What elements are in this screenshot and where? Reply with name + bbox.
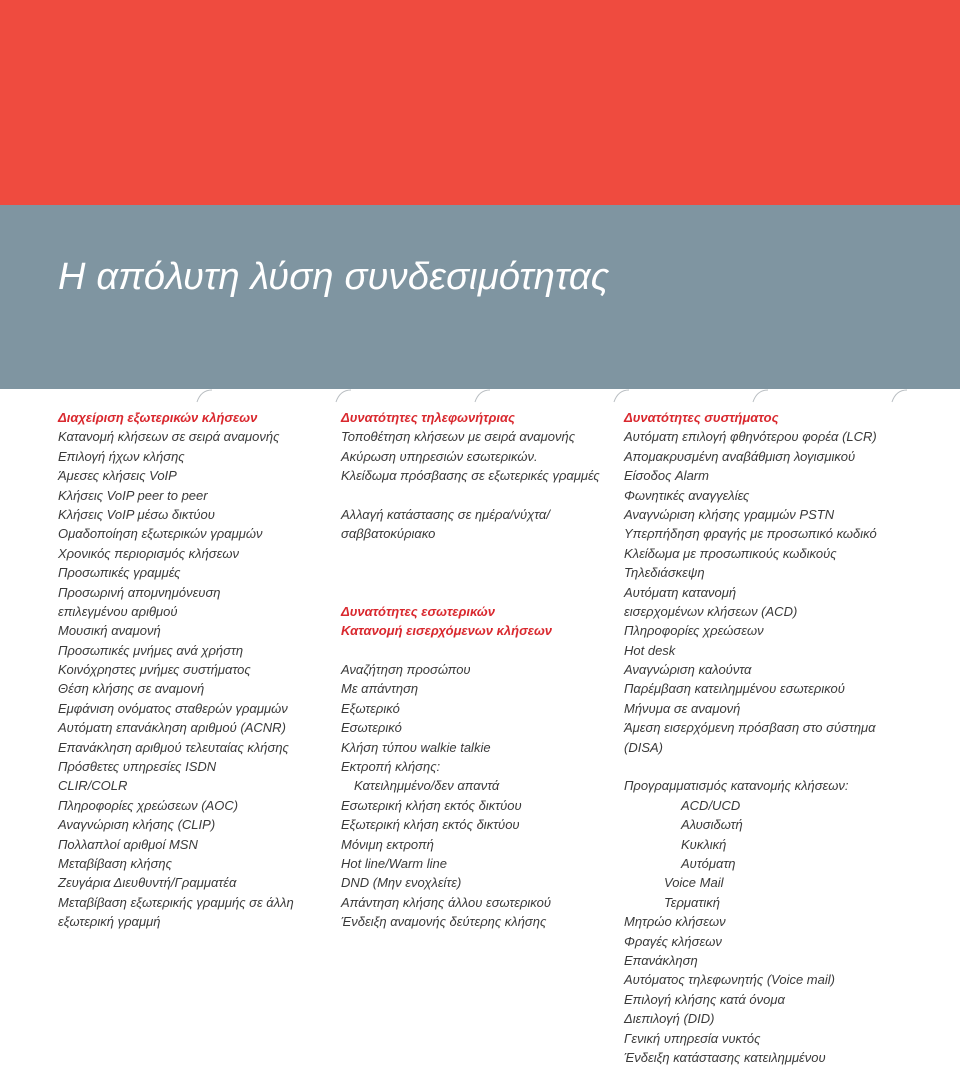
feature-item: CLIR/COLR	[58, 778, 128, 794]
feature-item: Μεταβίβαση κλήσης	[58, 855, 172, 871]
feature-item: Αλλαγή κατάστασης σε ημέρα/νύχτα/	[341, 506, 550, 522]
feature-item: Παρέμβαση κατειλημμένου εσωτερικού	[624, 681, 845, 697]
feature-item: Μόνιμη εκτροπή	[341, 836, 434, 852]
feature-item: Κλήση τύπου walkie talkie	[341, 739, 491, 755]
feature-item: εισερχομένων κλήσεων (ACD)	[624, 603, 798, 619]
feature-item: Προσωπικές γραμμές	[58, 565, 181, 581]
feature-item: Εμφάνιση ονόματος σταθερών γραμμών	[58, 700, 288, 716]
feature-item: Εσωτερικό	[341, 720, 402, 736]
feature-item: Hot line/Warm line	[341, 856, 447, 871]
feature-item: εξωτερική γραμμή	[58, 914, 161, 930]
spacer	[341, 641, 613, 660]
feature-item: Απάντηση κλήσης άλλου εσωτερικού	[341, 894, 551, 910]
feature-item: Αυτόματη επιλογή φθηνότερου φορέα (LCR)	[624, 429, 877, 445]
feature-item: Διεπιλογή (DID)	[624, 1011, 715, 1027]
section-heading: Διαχείριση εξωτερικών κλήσεων	[58, 410, 258, 425]
column-external-calls	[58, 408, 320, 932]
feature-item: Φραγές κλήσεων	[624, 933, 722, 949]
feature-item: Επανάκληση	[624, 952, 698, 968]
feature-item: Γενική υπηρεσία νυκτός	[624, 1030, 761, 1046]
feature-item: Αλυσιδωτή	[681, 817, 743, 833]
feature-item: Ένδειξη κατάστασης κατειλημμένου	[624, 1049, 826, 1065]
feature-item: Αναγνώριση καλούντα	[624, 662, 752, 678]
feature-item: Κλήσεις VoIP μέσω δικτύου	[58, 506, 215, 522]
decorative-divider	[0, 389, 960, 403]
feature-item: Κλείδωμα με προσωπικούς κωδικούς	[624, 545, 837, 561]
feature-item: Κατειλημμένο/δεν απαντά	[354, 778, 500, 794]
feature-item: Εξωτερικό	[341, 700, 400, 716]
feature-item: Προγραμματισμός κατανομής κλήσεων:	[624, 778, 849, 794]
feature-item: Προσωρινή απομνημόνευση	[58, 584, 221, 600]
section-heading: Δυνατότητες συστήματος	[624, 410, 779, 425]
feature-item: (DISA)	[624, 739, 663, 755]
feature-item: Τηλεδιάσκεψη	[624, 565, 705, 581]
spacer	[341, 486, 613, 505]
feature-item: σαββατοκύριακο	[341, 526, 436, 542]
feature-item: Επανάκληση αριθμού τελευταίας κλήσης	[58, 739, 289, 755]
column-operator-extensions	[341, 408, 613, 932]
feature-item: Πληροφορίες χρεώσεων	[624, 623, 764, 639]
column-system-features	[624, 408, 944, 1067]
feature-item: Κατανομή κλήσεων σε σειρά αναμονής	[58, 429, 280, 445]
red-banner	[0, 0, 960, 205]
feature-item: Πληροφορίες χρεώσεων (AOC)	[58, 797, 239, 813]
feature-item: Κλήσεις VoIP peer to peer	[58, 487, 208, 503]
feature-item: Αυτόματη κατανομή	[624, 584, 737, 600]
feature-item: Hot desk	[624, 642, 676, 658]
feature-item: Με απάντηση	[341, 681, 419, 697]
feature-item: Εκτροπή κλήσης:	[341, 759, 441, 775]
feature-item: Αυτόματος τηλεφωνητής (Voice mail)	[624, 972, 835, 988]
feature-item: Απομακρυσμένη αναβάθμιση λογισμικού	[624, 448, 856, 464]
feature-item: Αυτόματη	[681, 855, 736, 871]
feature-item: Επιλογή κλήσης κατά όνομα	[624, 991, 785, 1007]
spacer	[624, 757, 944, 776]
feature-item: Είσοδος Alarm	[624, 468, 709, 484]
feature-item: Φωνητικές αναγγελίες	[624, 487, 750, 503]
feature-item: Κυκλική	[681, 836, 727, 852]
feature-item: Χρονικός περιορισμός κλήσεων	[58, 545, 239, 561]
feature-item: Τερματική	[664, 894, 720, 910]
feature-item: Θέση κλήσης σε αναμονή	[58, 681, 205, 697]
feature-item: Κλείδωμα πρόσβασης σε εξωτερικές γραμμές	[341, 468, 600, 484]
section-heading: Δυνατότητες εσωτερικών	[341, 603, 495, 619]
section-heading: Δυνατότητες τηλεφωνήτριας	[341, 410, 515, 425]
spacer	[341, 544, 613, 602]
feature-item: Υπερπήδηση φραγής με προσωπικό κωδικό	[624, 526, 877, 542]
feature-item: Εξωτερική κλήση εκτός δικτύου	[341, 817, 520, 833]
feature-item: Ζευγάρια Διευθυντή/Γραμματέα	[58, 875, 237, 891]
feature-item: Ομαδοποίηση εξωτερικών γραμμών	[58, 526, 263, 542]
feature-item: Άμεσες κλήσεις VoIP	[58, 468, 177, 484]
feature-item: Τοποθέτηση κλήσεων με σειρά αναμονής	[341, 429, 576, 445]
page-title: Η απόλυτη λύση συνδεσιμότητας	[58, 256, 610, 298]
feature-item: Μεταβίβαση εξωτερικής γραμμής σε άλλη	[58, 894, 294, 910]
feature-item: Κοινόχρηστες μνήμες συστήματος	[58, 662, 251, 678]
feature-item: DND (Μην ενοχλείτε)	[341, 875, 462, 891]
feature-item: Ακύρωση υπηρεσιών εσωτερικών.	[341, 448, 538, 464]
feature-item: Προσωπικές μνήμες ανά χρήστη	[58, 642, 244, 658]
section-heading: Κατανομή εισερχόμενων κλήσεων	[341, 623, 553, 639]
feature-item: Αναγνώριση κλήσης (CLIP)	[58, 817, 216, 833]
feature-item: Πολλαπλοί αριθμοί MSN	[58, 836, 198, 852]
feature-item: Εσωτερική κλήση εκτός δικτύου	[341, 797, 522, 813]
feature-item: Μητρώο κλήσεων	[624, 914, 726, 930]
feature-item: Πρόσθετες υπηρεσίες ISDN	[58, 759, 217, 775]
feature-item: Επιλογή ήχων κλήσης	[58, 448, 185, 464]
feature-item: Μήνυμα σε αναμονή	[624, 700, 741, 716]
feature-item: Ένδειξη αναμονής δεύτερης κλήσης	[341, 914, 547, 930]
feature-item: Μουσική αναμονή	[58, 623, 161, 639]
feature-item: Αυτόματη επανάκληση αριθμού (ACNR)	[58, 720, 286, 736]
feature-item: Voice Mail	[664, 875, 724, 891]
feature-item: Αναζήτηση προσώπου	[341, 662, 471, 678]
feature-item: ACD/UCD	[681, 797, 741, 813]
feature-item: Αναγνώριση κλήσης γραμμών PSTN	[624, 506, 835, 522]
feature-item: επιλεγμένου αριθμού	[58, 603, 178, 619]
feature-item: Άμεση εισερχόμενη πρόσβαση στο σύστημα	[624, 720, 876, 736]
